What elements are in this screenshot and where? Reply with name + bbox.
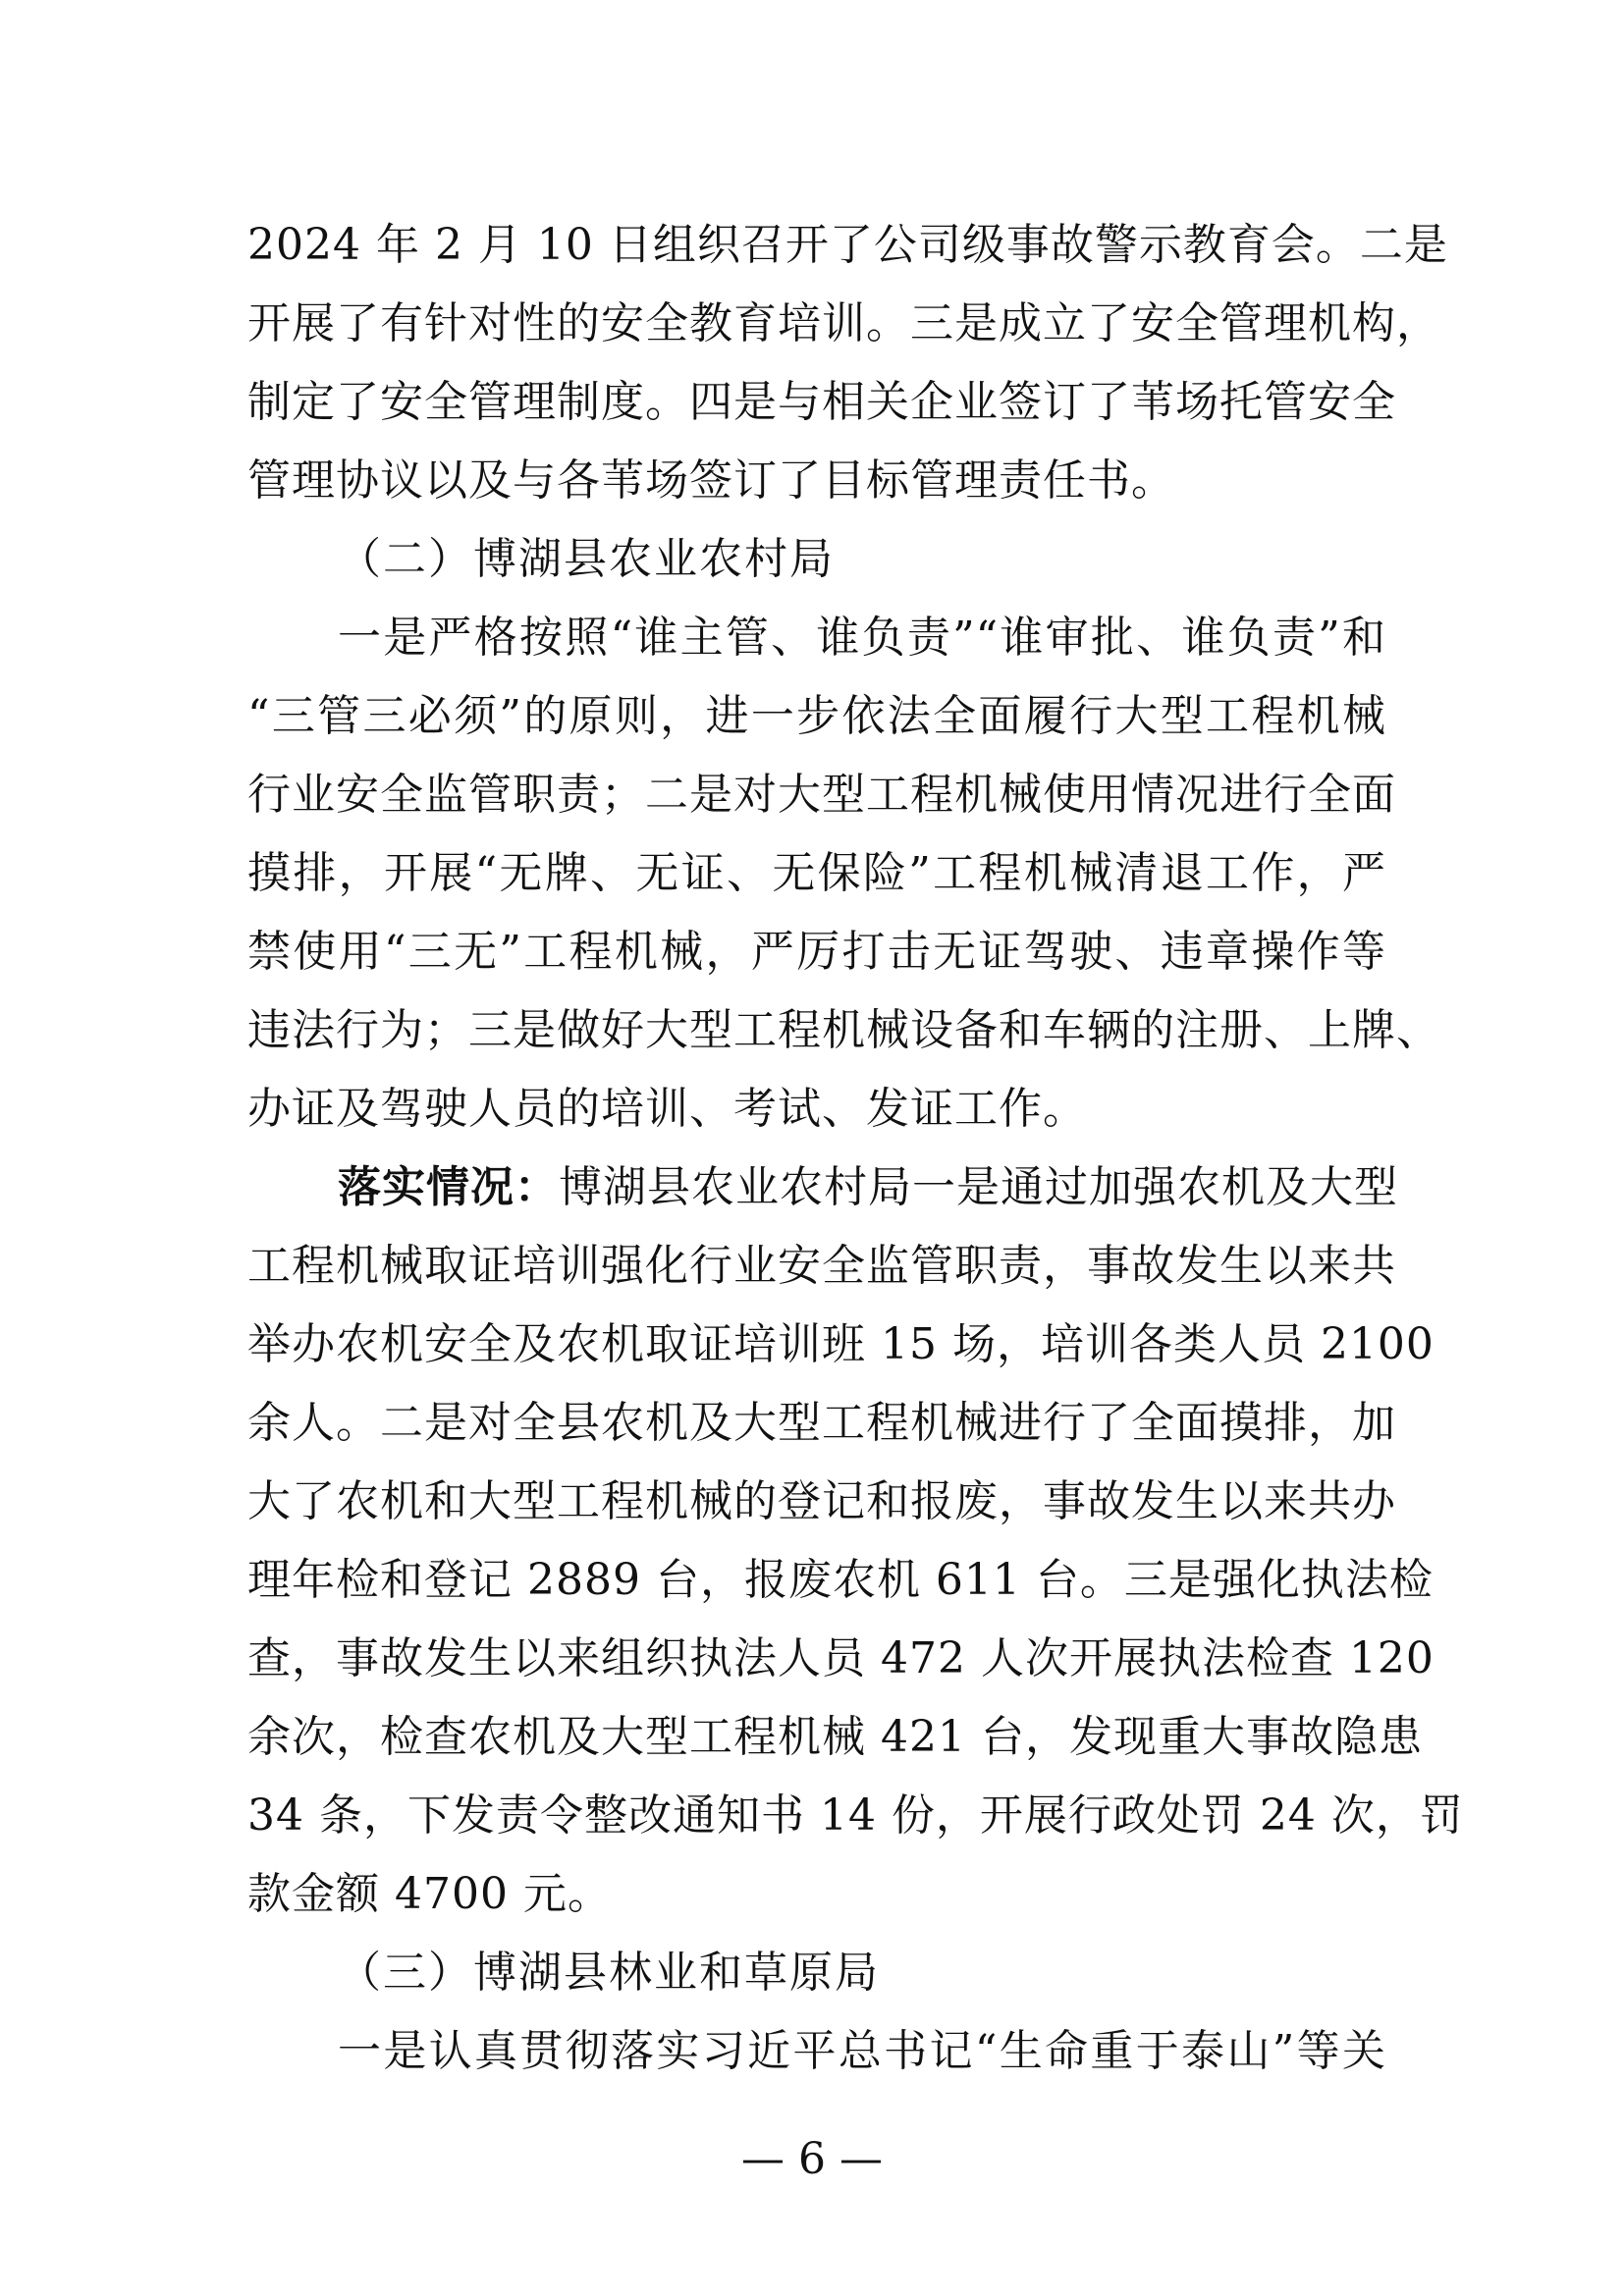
- paragraph-line: 举办农机安全及农机取证培训班 15 场，培训各类人员 2100: [247, 1319, 1435, 1369]
- paragraph-line: “三管三必须”的原则，进一步依法全面履行大型工程机械: [247, 691, 1386, 741]
- implementation-first-line: [247, 1148, 1398, 1227]
- implementation-label: 落实情况：: [338, 1162, 559, 1212]
- page-number: — 6 —: [741, 2134, 883, 2184]
- paragraph-line: 制定了安全管理制度。四是与相关企业签订了苇场托管安全: [247, 377, 1396, 427]
- paragraph-line: 大了农机和大型工程机械的登记和报废，事故发生以来共办: [247, 1476, 1396, 1526]
- paragraph-line: 工程机械取证培训强化行业安全监管职责，事故发生以来共: [247, 1241, 1396, 1291]
- paragraph-line: 违法行为；三是做好大型工程机械设备和车辆的注册、上牌、: [247, 1005, 1440, 1055]
- section-heading-agriculture: （二）博湖县农业农村局: [338, 534, 835, 584]
- paragraph-line: 34 条，下发责令整改通知书 14 份，开展行政处罚 24 次，罚: [247, 1790, 1464, 1841]
- paragraph-line: 款金额 4700 元。: [247, 1869, 612, 1919]
- paragraph-line: 理年检和登记 2889 台，报废农机 611 台。三是强化执法检: [247, 1555, 1434, 1605]
- paragraph-line: 一是严格按照“谁主管、谁负责”“谁审批、谁负责”和: [338, 613, 1386, 663]
- paragraph-line: 查，事故发生以来组织执法人员 472 人次开展执法检查 120: [247, 1633, 1435, 1683]
- paragraph-line: 一是认真贯彻落实习近平总书记“生命重于泰山”等关: [338, 2026, 1386, 2076]
- section-heading-forestry: （三）博湖县林业和草原局: [338, 1948, 880, 1998]
- paragraph-line: 开展了有针对性的安全教育培训。三是成立了安全管理机构，: [247, 298, 1440, 348]
- paragraph-line: 禁使用“三无”工程机械，严厉打击无证驾驶、违章操作等: [247, 927, 1386, 977]
- paragraph-line: 办证及驾驶人员的培训、考试、发证工作。: [247, 1084, 1087, 1134]
- paragraph-line: 行业安全监管职责；二是对大型工程机械使用情况进行全面: [247, 770, 1396, 820]
- paragraph-line: 余次，检查农机及大型工程机械 421 台，发现重大事故隐患: [247, 1712, 1423, 1762]
- paragraph-line: 余人。二是对全县农机及大型工程机械进行了全面摸排，加: [247, 1398, 1396, 1448]
- paragraph-line: 管理协议以及与各苇场签订了目标管理责任书。: [247, 455, 1175, 506]
- implementation-text: 博湖县农业农村局一是通过加强农机及大型: [559, 1162, 1398, 1212]
- paragraph-line: 2024 年 2 月 10 日组织召开了公司级事故警示教育会。二是: [247, 220, 1448, 270]
- paragraph-line: 摸排，开展“无牌、无证、无保险”工程机械清退工作，严: [247, 848, 1386, 898]
